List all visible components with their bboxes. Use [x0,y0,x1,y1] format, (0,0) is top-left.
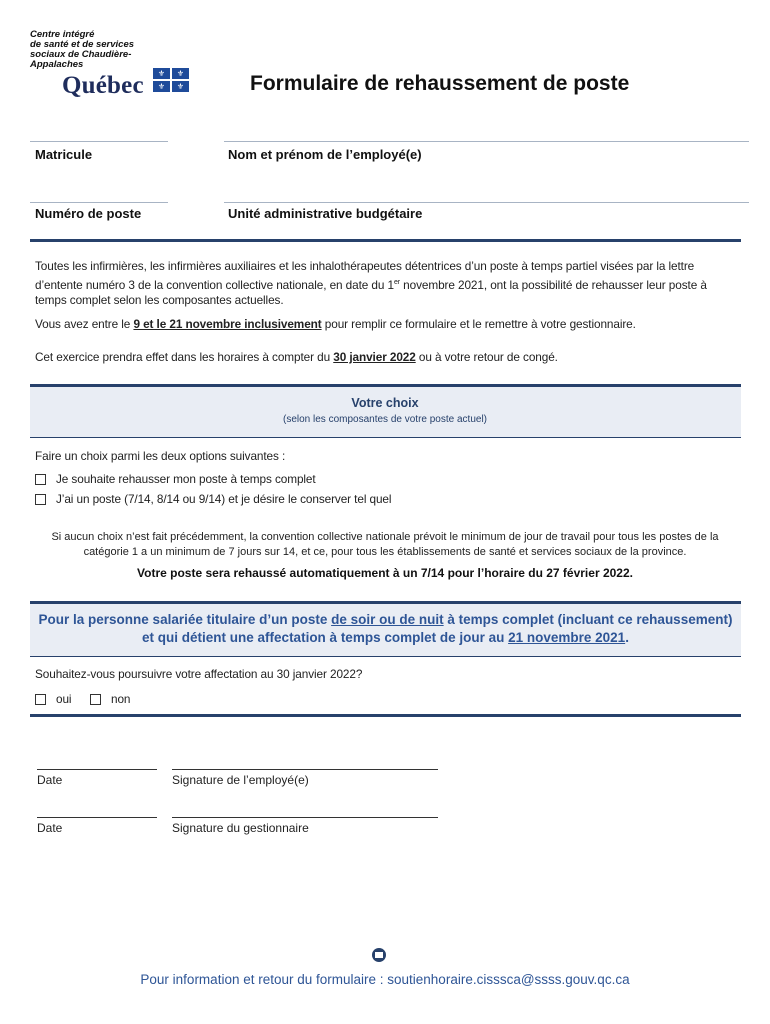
evening-night-heading: Pour la personne salariée titulaire d’un poste de soir ou de nuit à temps complet (incluant ce rehaussement) et qui détient une affectation à temps complet de jour au 21 novembre 2021. [38,612,733,645]
no-choice-note: Si aucun choix n’est fait précédemment, la convention collective nationale prévoit le minimum de jour de travail pour tous les postes de la catégorie 1 a un minimum de 7 jours sur 14, et ce, pour tous les établissements de santé et services sociaux de la province. [51,531,719,558]
auto-upgrade-note: Votre poste sera rehaussé automatiquement à un 7/14 pour l’horaire du 27 février 2022. [137,566,633,580]
option-conserver[interactable]: J’ai un poste (7/14, 8/14 ou 9/14) et je désire le conserver tel quel [35,492,391,508]
effective-date-paragraph: Cet exercice prendra effet dans les horaires à compter du 30 janvier 2022 ou à votre retour de congé. [35,350,558,364]
checkbox[interactable] [35,694,46,705]
date-label: Date [37,821,63,835]
date-label: Date [37,773,63,787]
divider [30,141,168,142]
option-non[interactable]: non [90,692,130,708]
choice-subtitle: (selon les composantes de votre poste actuel) [283,414,487,425]
position-number-field[interactable]: Numéro de poste [35,206,142,221]
choice-prompt: Faire un choix parmi les deux options suivantes : [35,449,286,463]
fleur-de-lis-flag-icon: ⚜ ⚜ ⚜ ⚜ [153,68,189,92]
employee-signature-label: Signature de l’employé(e) [172,773,309,787]
divider [30,656,741,657]
option-rehausser[interactable]: Je souhaite rehausser mon poste à temps complet [35,472,316,488]
checkbox[interactable] [35,494,46,505]
divider [30,437,741,438]
choice-title: Votre choix [351,396,419,410]
page-title: Formulaire de rehaussement de poste [250,72,630,95]
budget-unit-field[interactable]: Unité administrative budgétaire [228,206,423,221]
footer-contact[interactable]: Pour information et retour du formulaire : soutienhoraire.cisssca@ssss.gouv.qc.ca [140,972,630,987]
affectation-question: Souhaitez-vous poursuivre votre affectation au 30 janvier 2022? [35,667,363,681]
date-line[interactable] [37,817,157,818]
quebec-logo: Québec [62,72,144,99]
employee-name-field[interactable]: Nom et prénom de l’employé(e) [228,147,422,162]
date-line[interactable] [37,769,157,770]
option-oui[interactable]: oui [35,692,71,708]
divider [224,141,749,142]
checkbox[interactable] [90,694,101,705]
matricule-field[interactable]: Matricule [35,147,93,162]
deadline-paragraph: Vous avez entre le 9 et le 21 novembre inclusivement pour remplir ce formulaire et le remettre à votre gestionnaire. [35,317,636,331]
manager-signature-label: Signature du gestionnaire [172,821,309,835]
employee-signature-line[interactable] [172,769,438,770]
section-divider [30,714,741,717]
checkbox[interactable] [35,474,46,485]
divider [224,202,749,203]
choice-band [30,387,741,437]
manager-signature-line[interactable] [172,817,438,818]
section-divider [30,239,741,242]
divider [30,202,168,203]
intro-paragraph: Toutes les infirmières, les infirmières auxiliaires et les inhalothérapeutes détentrices d’un poste à temps partiel visées par la lettre d’entente numéro 3 de la convention collective nationale, en date du 1er novembre 2021, ont la possibilité de rehausser leur poste à temps complet selon les composantes actuelles. [35,259,707,307]
org-name: Centre intégré de santé et de services sociaux de Chaudière- Appalaches [30,29,135,70]
mail-icon [372,948,386,962]
